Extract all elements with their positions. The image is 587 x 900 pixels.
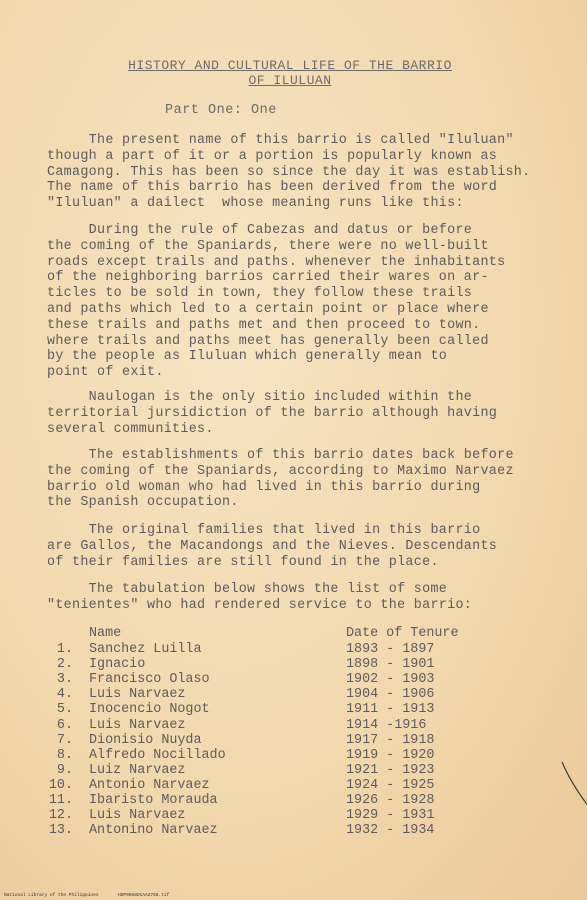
teniente-name: Antonio Narvaez bbox=[89, 777, 210, 793]
tenure-date: 1932 - 1934 bbox=[346, 823, 435, 839]
row-number: 4. bbox=[56, 687, 73, 703]
row-number: 2. bbox=[56, 657, 73, 673]
tenure-date: 1919 - 1920 bbox=[346, 747, 435, 763]
tenure-date: 1929 - 1931 bbox=[346, 808, 435, 824]
table-row bbox=[47, 748, 547, 763]
tenure-date: 1917 - 1918 bbox=[346, 732, 435, 748]
tenure-date: 1924 - 1925 bbox=[346, 777, 435, 793]
table-row bbox=[47, 793, 547, 808]
teniente-name: Francisco Olaso bbox=[89, 672, 210, 688]
paragraph-4: The establishments of this barrio dates back before the coming of the Spaniards, according to Maximo Narvaez barrio old woman who had lived in this barrio during the Spanish occupation. bbox=[47, 448, 514, 511]
footer-file-id: HDP0088DCAA2766.tif bbox=[118, 893, 170, 898]
table-row bbox=[47, 672, 547, 687]
table-row bbox=[47, 823, 547, 838]
table-row bbox=[47, 733, 547, 748]
document-title-line2: OF ILULUAN bbox=[248, 73, 332, 88]
row-number: 8. bbox=[56, 747, 73, 763]
page-edge-mark bbox=[560, 760, 587, 820]
tenure-date: 1926 - 1928 bbox=[346, 793, 435, 808]
row-number: 9. bbox=[56, 762, 73, 778]
row-number: 11. bbox=[48, 793, 73, 808]
teniente-name: Luis Narvaez bbox=[89, 717, 186, 733]
paragraph-3: Naulogan is the only sitio included within the territorial jursidiction of the barrio although having several communities. bbox=[47, 390, 498, 437]
teniente-name: Inocencio Nogot bbox=[89, 702, 210, 718]
teniente-name: Dionisio Nuyda bbox=[89, 732, 202, 748]
tenure-date: 1911 - 1913 bbox=[346, 702, 435, 718]
row-number: 6. bbox=[56, 717, 73, 733]
paragraph-5: The original families that lived in this barrio are Gallos, the Macandongs and the Nieves. Descendants of their families are still found in the place. bbox=[47, 523, 498, 570]
tenure-date: 1914 -1916 bbox=[346, 717, 427, 733]
tenure-date: 1904 - 1906 bbox=[346, 687, 435, 703]
teniente-name: Sanchez Luilla bbox=[89, 642, 202, 657]
table-row bbox=[47, 657, 547, 672]
teniente-name: Luis Narvaez bbox=[89, 687, 186, 703]
paragraph-1: The present name of this barrio is called "Iluluan" though a part of it or a portion is popularly known as Camagong. This has been so since the day it was establish. The name of this barrio has been derived from the word "Iluluan" a dailect whose meaning runs like this: bbox=[47, 133, 531, 212]
row-number: 10. bbox=[48, 777, 73, 793]
table-row bbox=[47, 808, 547, 823]
paragraph-6: The tabulation below shows the list of some "tenientes" who had rendered service to the barrio: bbox=[47, 582, 473, 613]
teniente-name: Ibaristo Morauda bbox=[89, 793, 218, 808]
table-row bbox=[47, 718, 547, 733]
row-number: 7. bbox=[56, 732, 73, 748]
row-number: 3. bbox=[56, 672, 73, 688]
tenure-date: 1893 - 1897 bbox=[346, 642, 435, 657]
table-row bbox=[47, 778, 547, 793]
document-title: HISTORY AND CULTURAL LIFE OF THE BARRIO bbox=[128, 58, 452, 73]
tenure-date: 1921 - 1923 bbox=[346, 762, 435, 778]
row-number: 13. bbox=[48, 823, 73, 839]
teniente-name: Luis Narvaez bbox=[89, 808, 186, 824]
row-number: 12. bbox=[48, 808, 73, 824]
table-row bbox=[47, 763, 547, 778]
paragraph-2: During the rule of Cabezas and datus or before the coming of the Spaniards, there were no well-built roads except trails and paths. whenever the inhabitants of the neighboring barrios carried their wares on ar- ticles to be sold in town, they follow these trails and paths which led to a certain point or place where these trails and paths met and then proceed to town. where trails and paths meet has generally been called by the people as Iluluan which generally mean to point of exit. bbox=[47, 223, 506, 381]
table-row bbox=[47, 702, 547, 717]
tenure-date: 1898 - 1901 bbox=[346, 657, 435, 673]
table-header-date: Date of Tenure bbox=[346, 626, 459, 641]
table-row bbox=[47, 687, 547, 702]
document-subtitle: Part One: One bbox=[165, 103, 277, 118]
footer-library: National Library of the Philippines bbox=[4, 893, 99, 898]
row-number: 5. bbox=[56, 702, 73, 718]
teniente-name: Ignacio bbox=[89, 657, 146, 673]
teniente-name: Alfredo Nocillado bbox=[89, 747, 226, 763]
row-number: 1. bbox=[56, 642, 73, 657]
teniente-name: Antonino Narvaez bbox=[89, 823, 218, 839]
teniente-name: Luiz Narvaez bbox=[89, 762, 186, 778]
table-header-name: Name bbox=[89, 626, 122, 641]
tenure-date: 1902 - 1903 bbox=[346, 672, 435, 688]
table-row bbox=[47, 642, 547, 657]
